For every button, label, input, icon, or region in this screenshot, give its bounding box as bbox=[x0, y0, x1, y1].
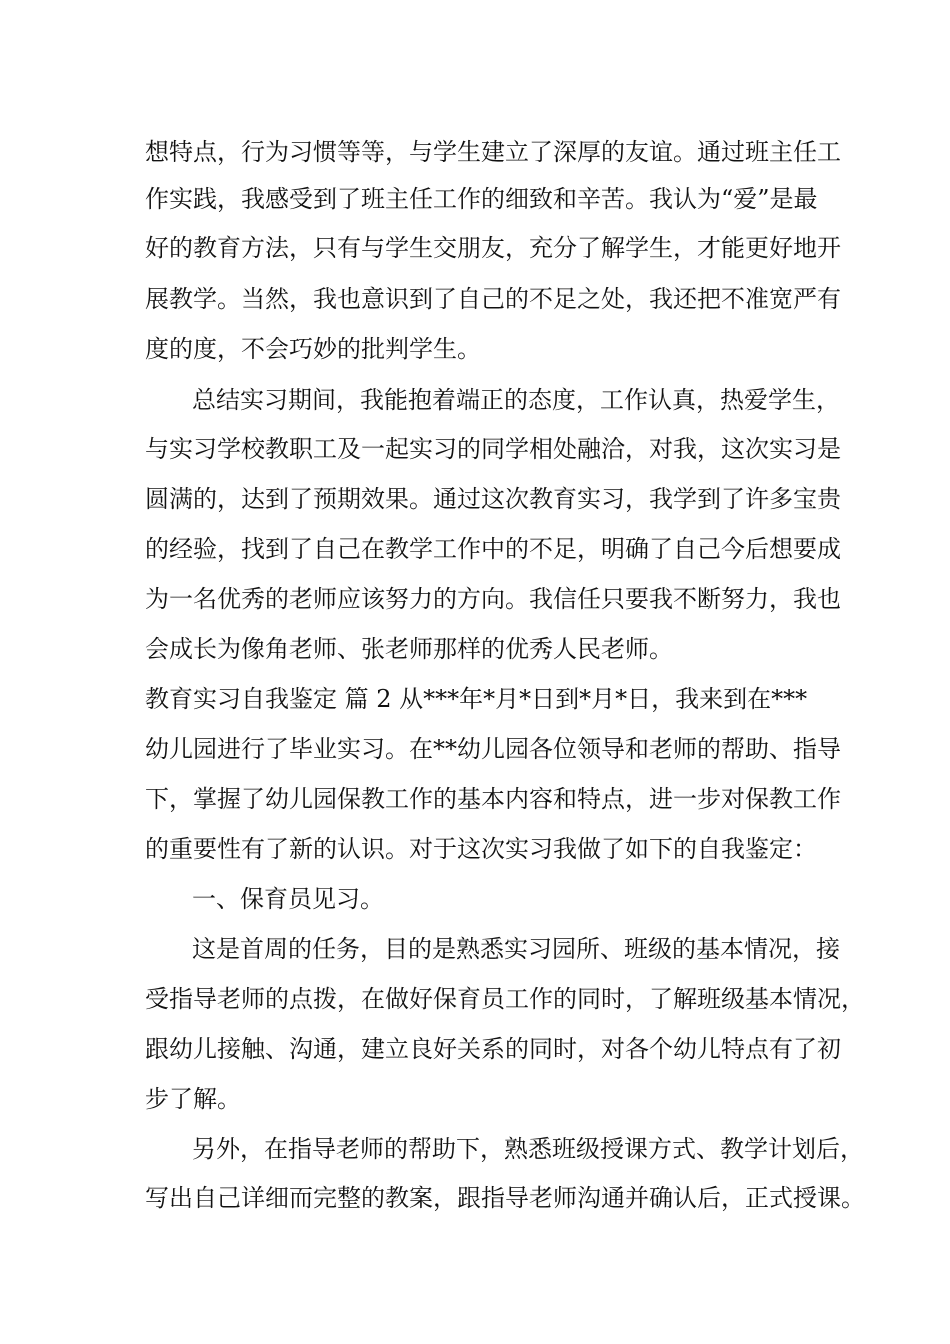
text-line: 会成长为像角老师、张老师那样的优秀人民老师。 bbox=[145, 635, 673, 663]
section-heading-line: 教育实习自我鉴定 篇 2 从***年*月*日到*月*日，我来到在*** bbox=[145, 685, 808, 713]
text-line: 另外，在指导老师的帮助下，熟悉班级授课方式、教学计划后， bbox=[192, 1135, 864, 1163]
text-line: 总结实习期间，我能抱着端正的态度，工作认真，热爱学生， bbox=[192, 386, 840, 414]
text-line: 下，掌握了幼儿园保教工作的基本内容和特点，进一步对保教工作 bbox=[145, 785, 841, 813]
text-line: 受指导老师的点拨，在做好保育员工作的同时，了解班级基本情况， bbox=[145, 985, 865, 1013]
text-line: 展教学。当然，我也意识到了自己的不足之处，我还把不准宽严有 bbox=[145, 285, 841, 313]
text-line: 想特点，行为习惯等等，与学生建立了深厚的友谊。通过班主任工 bbox=[145, 138, 841, 166]
text-line: 度的度，不会巧妙的批判学生。 bbox=[145, 335, 481, 363]
text-line: 为一名优秀的老师应该努力的方向。我信任只要我不断努力，我也 bbox=[145, 585, 841, 613]
text-line: 的重要性有了新的认识。对于这次实习我做了如下的自我鉴定： bbox=[145, 835, 817, 863]
text-line: 好的教育方法，只有与学生交朋友，充分了解学生，才能更好地开 bbox=[145, 234, 841, 262]
text-line: 作实践，我感受到了班主任工作的细致和辛苦。我认为“爱”是最 bbox=[145, 185, 818, 213]
text-line: 写出自己详细而完整的教案，跟指导老师沟通并确认后，正式授课。 bbox=[145, 1184, 865, 1212]
text-line: 一、保育员见习。 bbox=[192, 885, 384, 913]
text-line: 的经验，找到了自己在教学工作中的不足，明确了自己今后想要成 bbox=[145, 535, 841, 563]
text-line: 步了解。 bbox=[145, 1085, 241, 1113]
text-line: 幼儿园进行了毕业实习。在**幼儿园各位领导和老师的帮助、指导 bbox=[145, 735, 841, 763]
text-line: 与实习学校教职工及一起实习的同学相处融洽，对我，这次实习是 bbox=[145, 435, 841, 463]
text-line: 圆满的，达到了预期效果。通过这次教育实习，我学到了许多宝贵 bbox=[145, 485, 841, 513]
text-line: 跟幼儿接触、沟通，建立良好关系的同时，对各个幼儿特点有了初 bbox=[145, 1035, 841, 1063]
text-line: 这是首周的任务，目的是熟悉实习园所、班级的基本情况，接 bbox=[192, 935, 840, 963]
